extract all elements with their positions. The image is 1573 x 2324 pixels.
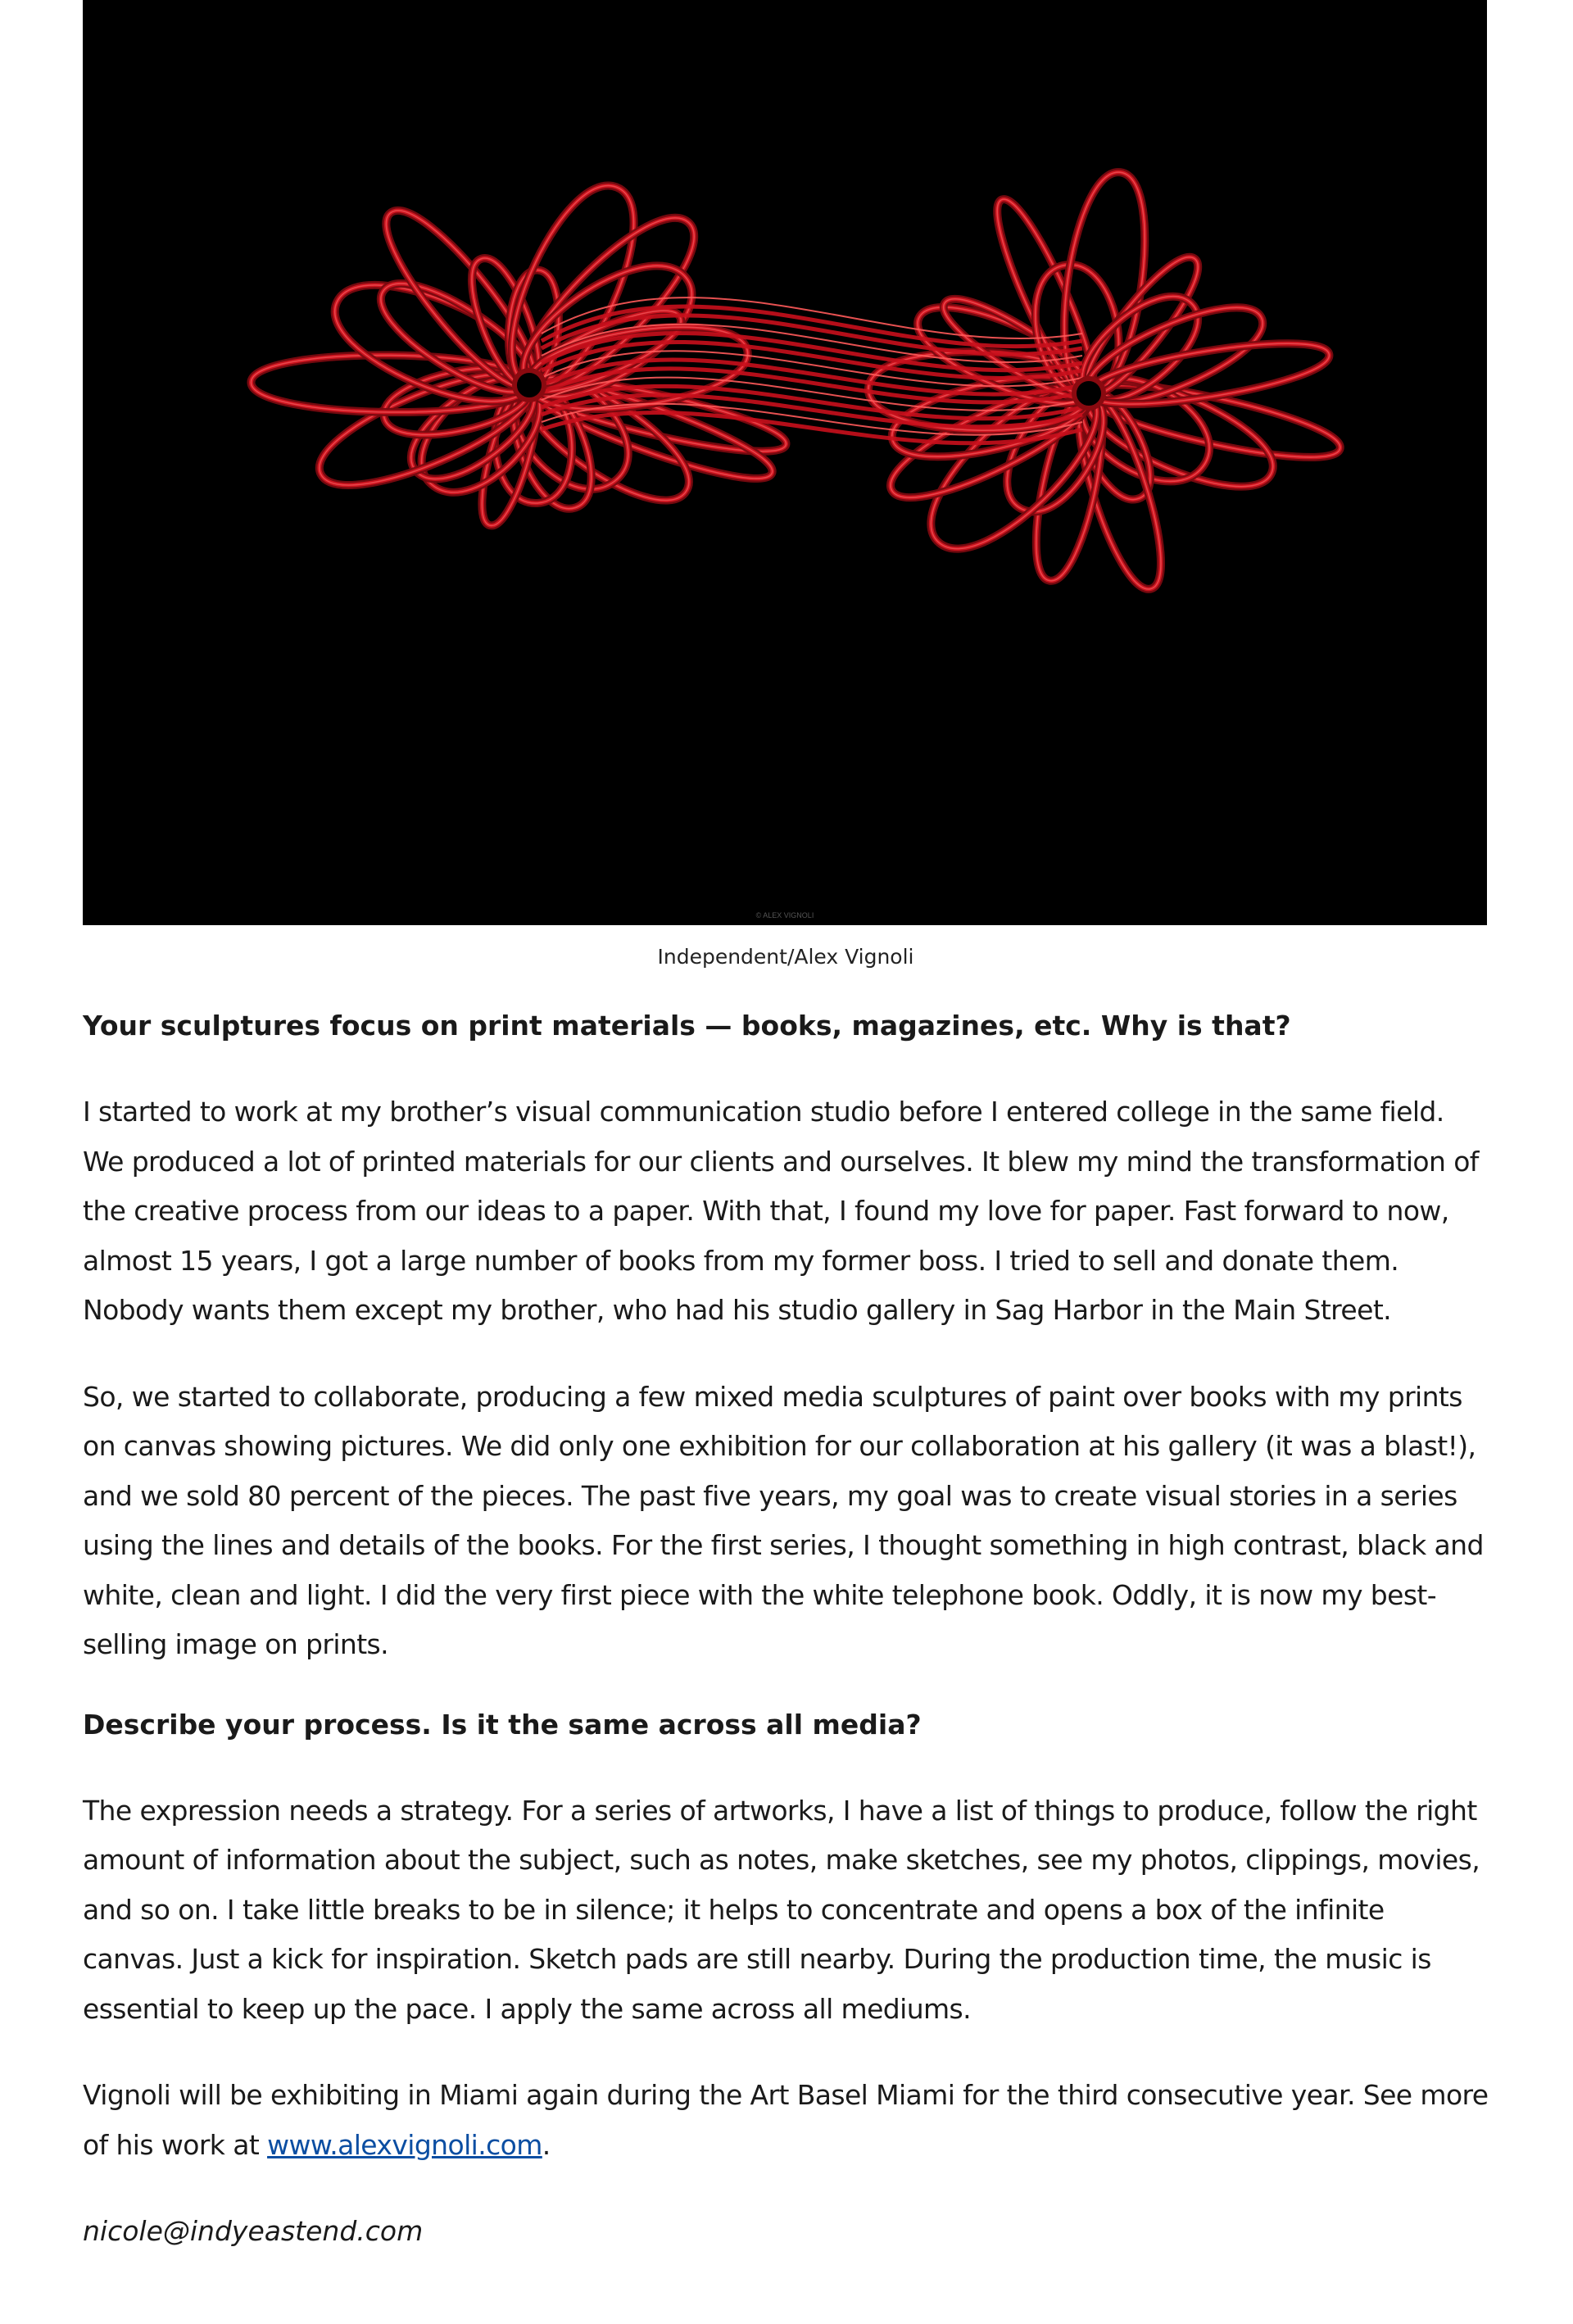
answer-1-paragraph-2: So, we started to collaborate, producing a few mixed media sculptures of paint over books with my prints on canvas showing pictures. We did only one exhibition for our collaboration at his gallery (it was a blast!), and we sold 80 percent of the pieces. The past five years, my goal was to create visual stories in a series using the lines and details of the books. For the first series, I thought something in high contrast, black and white, clean and light. I did the very first piece with the white telephone book. Oddly, it is now my best-selling image on prints. xyxy=(83,1380,1484,1660)
sculpture-spine xyxy=(515,370,544,400)
photo-watermark: © ALEX VIGNOLI xyxy=(755,911,814,919)
interview-question-2: Describe your process. Is it the same across all media? xyxy=(83,1708,922,1741)
interview-question-1: Your sculptures focus on print materials — books, magazines, etc. Why is that? xyxy=(83,1010,1291,1042)
author-email: nicole@indyeastend.com xyxy=(83,2215,424,2247)
article xyxy=(83,0,1489,2283)
closing-period: . xyxy=(542,2128,551,2161)
artist-website-link[interactable]: www.alexvignoli.com xyxy=(267,2128,542,2161)
closing-paragraph xyxy=(83,2071,1489,2170)
answer-1-paragraph-1: I started to work at my brother’s visual communication studio before I entered college in the same field. We produced a lot of printed materials for our clients and ourselves. It blew my mind the transformation of the creative process from our ideas to a paper. With that, I found my love for paper. Fast forward to now, almost 15 years, I got a large number of books from my former boss. I tried to sell and donate them. Nobody wants them except my brother, who had his studio gallery in Sag Harbor in the Main Street. xyxy=(83,1096,1479,1326)
sculpture-image xyxy=(83,0,1487,925)
photo-caption: Independent/Alex Vignoli xyxy=(657,945,914,969)
sculpture-spine xyxy=(1074,379,1104,408)
answer-2-paragraph-1: The expression needs a strategy. For a series of artworks, I have a list of things to produce, follow the right amount of information about the subject, such as notes, make sketches, see my photos, clippings, movies, and so on. I take little breaks to be in silence; it helps to concentrate and opens a box of the infinite canvas. Just a kick for inspiration. Sketch pads are still nearby. During the production time, the music is essential to keep up the pace. I apply the same across all mediums. xyxy=(83,1794,1480,2025)
closing-text: Vignoli will be exhibiting in Miami again during the Art Basel Miami for the third consecutive year. See more of his work at xyxy=(83,2079,1489,2161)
sculpture-photo xyxy=(83,0,1487,925)
